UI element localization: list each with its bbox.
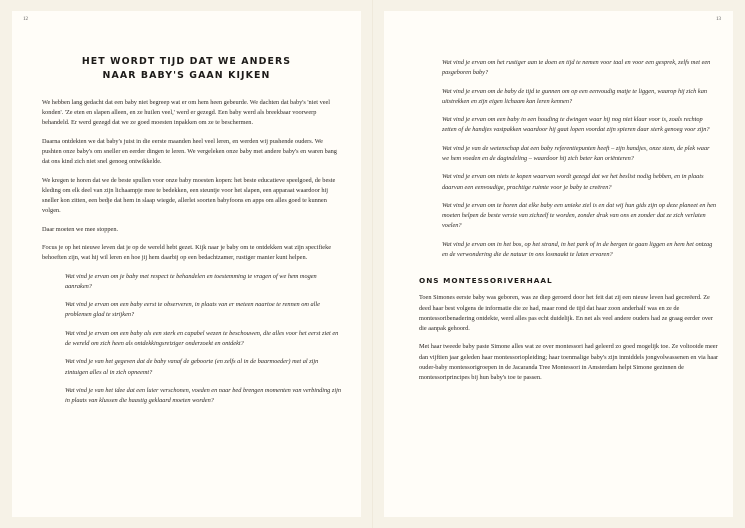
page-number: 13 xyxy=(716,17,721,22)
book-gutter xyxy=(372,0,373,528)
question-paragraph: Wat vind je van het gegeven dat de baby vanaf de geboorte (en zelfs al in de baarmoeder) met al zijn zintuigen alles al in zich opneemt? xyxy=(65,358,319,376)
chapter-title-line: HET WORDT TIJD DAT WE ANDERS xyxy=(81,56,292,67)
question-paragraph: Wat vind je van de wetenschap dat een baby referentiepunten heeft – zijn handjes, onze stem, de plek waar we hem voeden en de dagindeling – waardoor hij zich beter kan oriënteren? xyxy=(442,144,710,162)
paragraph: We kregen te horen dat we de beste spullen voor onze baby moesten kopen: het beste educatieve speelgoed, de beste kleding om elk deel van zijn lichaampje mee te bedekken, een steuntje voor het slapen, een apparaat waardoor hij sneller kon zitten, een bedje dat hem in slaap wiegde, allerlei soorten babyfoons en apps om alles goed te kunnen volgen. xyxy=(42,176,336,215)
question-paragraph: Wat vind je ervan om niets te kopen waarvan wordt gezegd dat we het beslist nodig hebben, en in plaats daarvan een eenvoudige, prachtige ruimte voor je baby te creëren? xyxy=(442,173,704,191)
left-page-body xyxy=(42,98,344,415)
question-paragraph: Wat vind je van het idee dat een luier verschonen, voeden en naar bed brengen momenten van verbinding zijn in plaats van klussen die haastig geklaard moeten worden? xyxy=(65,386,341,405)
question-paragraph: Wat vind je ervan om een baby in een houding te dwingen waar hij nog niet klaar voor is, zoals rechtop zetten of de handjes vastpakken waardoor hij gaat lopen voordat zijn spieren daar sterk genoeg voor zijn? xyxy=(442,116,710,134)
left-page xyxy=(12,11,361,517)
question-paragraph: Wat vind je ervan om het rustiger aan te doen en tijd te nemen voor taal en voor een gesprek, zelfs met een pasgeboren baby? xyxy=(442,59,711,77)
paragraph: We hebben lang gedacht dat een baby niet begreep wat er om hem heen gebeurde. We dachten dat baby's 'niet veel konden'. 'Ze eten en slapen alleen, en ze huilen veel,' werd er gezegd. Een baby werd als breekbaar voorwerp behandeld. Er werd gezegd dat we ze goed moesten inpakken om ze te beschermen. xyxy=(42,99,331,127)
right-page xyxy=(384,11,733,517)
section-heading: ONS MONTESSORIVERHAAL xyxy=(419,276,553,286)
question-paragraph: Wat vind je ervan om in het bos, op het strand, in het park of in de bergen te gaan liggen en hem het ontzag en de verwondering die de natuur in ons losmaakt te laten ervaren? xyxy=(442,240,713,258)
question-paragraph: Wat vind je ervan om een baby eerst te observeren, in plaats van er meteen naartoe te rennen om alle problemen glad te strijken? xyxy=(65,301,320,319)
question-paragraph: Wat vind je ervan om je baby met respect te behandelen en toestemming te vragen of we hem mogen aanraken? xyxy=(65,272,317,290)
page-number: 12 xyxy=(23,17,28,22)
chapter-title-line: NAAR BABY'S GAAN KIJKEN xyxy=(102,70,271,81)
paragraph: Toen Simones eerste baby was geboren, was ze diep geroerd door het feit dat zij een nieuw leven had gecreëerd. Ze deed haar best volgens de informatie die ze had, maar rond de tijd dat haar zoon anderhalf was en ze de montessoribenadering ontdekte, werd alles pas echt duidelijk. En net als veel andere ouders had ze graag eerder over die aanpak gehoord. xyxy=(419,294,713,332)
chapter-title xyxy=(12,55,361,83)
paragraph: Daar moeten we mee stoppen. xyxy=(42,225,119,233)
paragraph: Daarna ontdekten we dat baby's juist in die eerste maanden heel veel leren, en werden wij pushende ouders. We pushten onze baby's om sneller en eerder dingen te leren. We vergeleken onze baby met andere baby's en waren bang dat ons kind zich niet snel genoeg ontwikkelde. xyxy=(42,137,337,166)
paragraph: Met haar tweede baby paste Simone alles wat ze over montessori had geleerd zo goed mogelijk toe. Ze voltooide meer dan vijftien jaar geleden haar montessoriopleiding; haar toenmalige baby's zijn inmiddels jongvolwassenen en via haar ouder-baby montessorigroepen in de Jacaranda Tree Montessori in Amsterdam helpt Simone gezinnen de montessoriprincipes bij hun baby's toe te passen. xyxy=(419,343,719,381)
paragraph: Focus je op het nieuwe leven dat je op de wereld hebt gezet. Kijk naar je baby om te ontdekken wat zijn specifieke behoeften zijn, wat hij wil leren en hoe jij hem daarbij op een bedachtzamer, rustiger manier kunt helpen. xyxy=(42,243,332,262)
right-page-body xyxy=(419,58,719,391)
question-paragraph: Wat vind je ervan om te horen dat elke baby een unieke ziel is en dat wij hun gids zijn op deze planeet en hen moeten helpen de beste versie van zichzelf te worden, zonder druk van ons en zonder dat ze zich verlaten voelen? xyxy=(442,201,717,230)
question-paragraph: Wat vind je ervan om een baby als een sterk en capabel wezen te beschouwen, die alles voor het eerst ziet en de wereld om zich heen als ontdekkingsreiziger onderzoekt en ontdekt? xyxy=(65,329,339,347)
question-paragraph: Wat vind je ervan om de baby de tijd te gunnen om op een eenvoudig matje te liggen, waarop hij zich kan uitstrekken en zijn eigen lichaam kan leren kennen? xyxy=(442,87,707,105)
